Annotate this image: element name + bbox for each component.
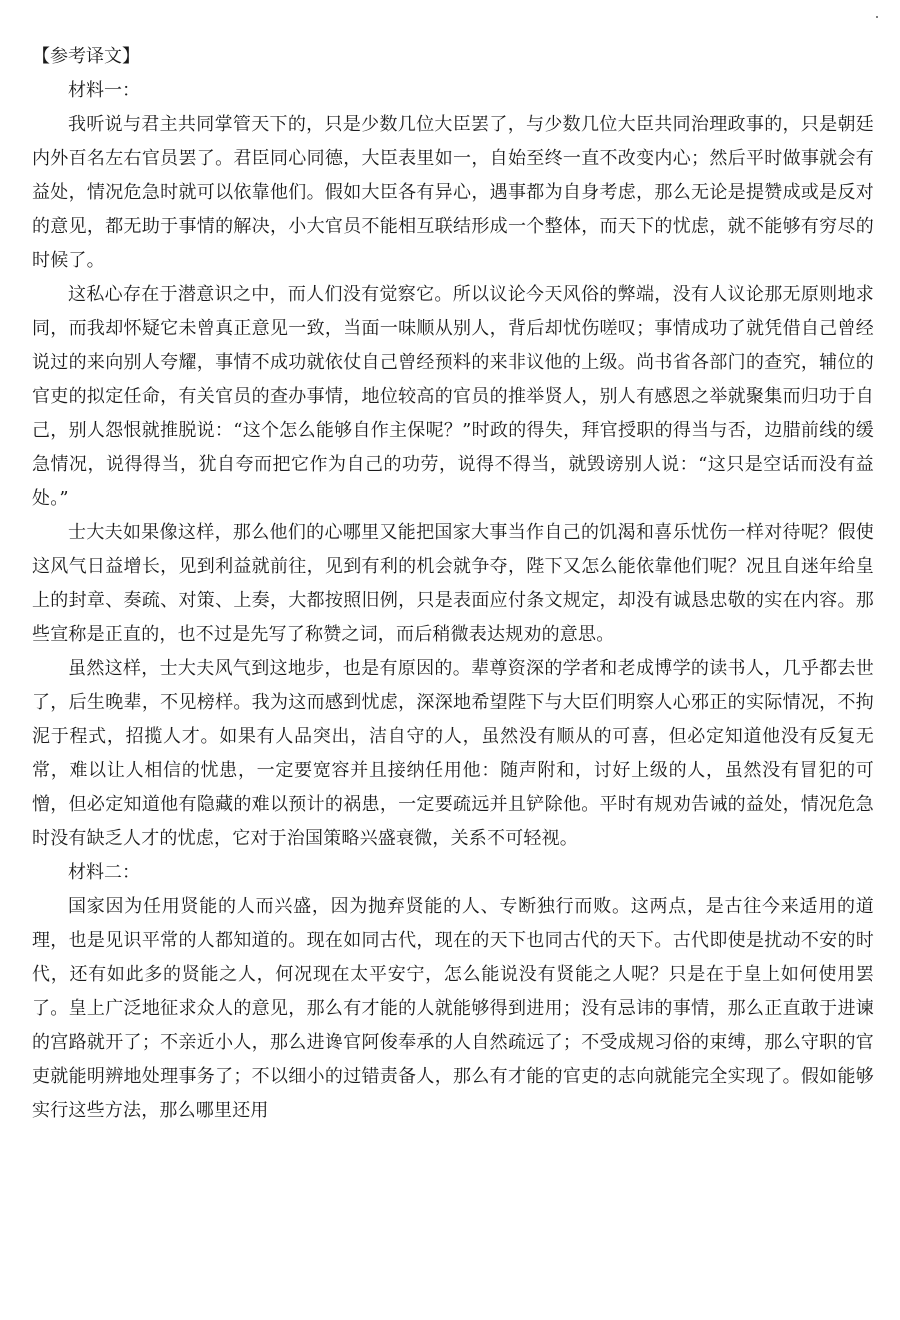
material-two-label: 材料二： (68, 862, 140, 883)
document-heading: 【参考译文】 (32, 46, 140, 67)
material-one-paragraph-4: 虽然这样，士大夫风气到这地步，也是有原因的。辈尊资深的学者和老成博学的读书人，几乎都去世了，后生晚辈，不见榜样。我为这而感到忧虑，深深地希望陛下与大臣们明察人心邪正的实际情况，不拘泥于程式，招揽人才。如果有人品突出，洁自守的人，虽然没有顺从的可喜，但必定知道他没有反复无常，难以让人相信的忧患，一定要宽容并且接纳任用他：随声附和，讨好上级的人，虽然没有冒犯的可憎，但必定知道他有隐藏的难以预计的祸患，一定要疏远并且铲除他。平时有规劝告诫的益处，情况危急时没有缺乏人才的忧虑，它对于治国策略兴盛衰微，关系不可轻视。 (32, 658, 874, 849)
material-one-paragraph-1: 我听说与君主共同掌管天下的，只是少数几位大臣罢了，与少数几位大臣共同治理政事的，只是朝廷内外百名左右官员罢了。君臣同心同德，大臣表里如一，自始至终一直不改变内心；然后平时做事就会有益处，情况危急时就可以依靠他们。假如大臣各有异心，遇事都为自身考虑，那么无论是提赞成或是反对的意见，都无助于事情的解决，小大官员不能相互联结形成一个整体，而天下的忧虑，就不能够有穷尽的时候了。 (32, 114, 874, 271)
material-one-label: 材料一： (68, 80, 140, 101)
material-one-paragraph-2: 这私心存在于潜意识之中，而人们没有觉察它。所以议论今天风俗的弊端，没有人议论那无原则地求同，而我却怀疑它未曾真正意见一致，当面一味顺从别人，背后却忧伤嗟叹；事情成功了就凭借自己曾经说过的来向别人夸耀，事情不成功就依仗自己曾经预料的来非议他的上级。尚书省各部门的查究，辅位的官吏的拟定任命，有关官员的查办事情，地位较高的官员的推举贤人，别人有感恩之举就聚集而归功于自己，别人怨恨就推脱说：“这个怎么能够自作主保呢？”时政的得失，拜官授职的得当与否，边腊前线的缓急情况，说得得当，犹自夸而把它作为自己的功劳，说得不得当，就毁谤别人说：“这只是空话而没有益处。” (32, 284, 874, 509)
material-one-paragraph-3: 士大夫如果像这样，那么他们的心哪里又能把国家大事当作自己的饥渴和喜乐忧伤一样对待呢？假使这风气日益增长，见到利益就前往，见到有利的机会就争夺，陛下又怎么能依靠他们呢？况且自迷年给皇上的封章、奏疏、对策、上奏，大都按照旧例，只是表面应付条文规定，却没有诚恳忠敬的实在内容。那些宣称是正直的，也不过是先写了称赞之词，而后稍微表达规劝的意思。 (32, 522, 874, 645)
material-two-paragraph-1: 国家因为任用贤能的人而兴盛，因为抛弃贤能的人、专断独行而败。这两点，是古往今来适用的道理，也是见识平常的人都知道的。现在如同古代，现在的天下也同古代的天下。古代即使是扰动不安的时代，还有如此多的贤能之人，何况现在太平安宁，怎么能说没有贤能之人呢？只是在于皇上如何使用罢了。皇上广泛地征求众人的意见，那么有才能的人就能够得到进用；没有忌讳的事情，那么正直敢于进谏的宫路就开了；不亲近小人，那么进谗官阿俊奉承的人自然疏远了；不受成规习俗的束缚，那么守职的官吏就能明辨地处理事务了；不以细小的过错责备人，那么有才能的官吏的志向就能完全实现了。假如能够实行这些方法，那么哪里还用 (32, 896, 874, 1121)
document-page (32, 40, 874, 1128)
scan-speck (876, 16, 878, 18)
